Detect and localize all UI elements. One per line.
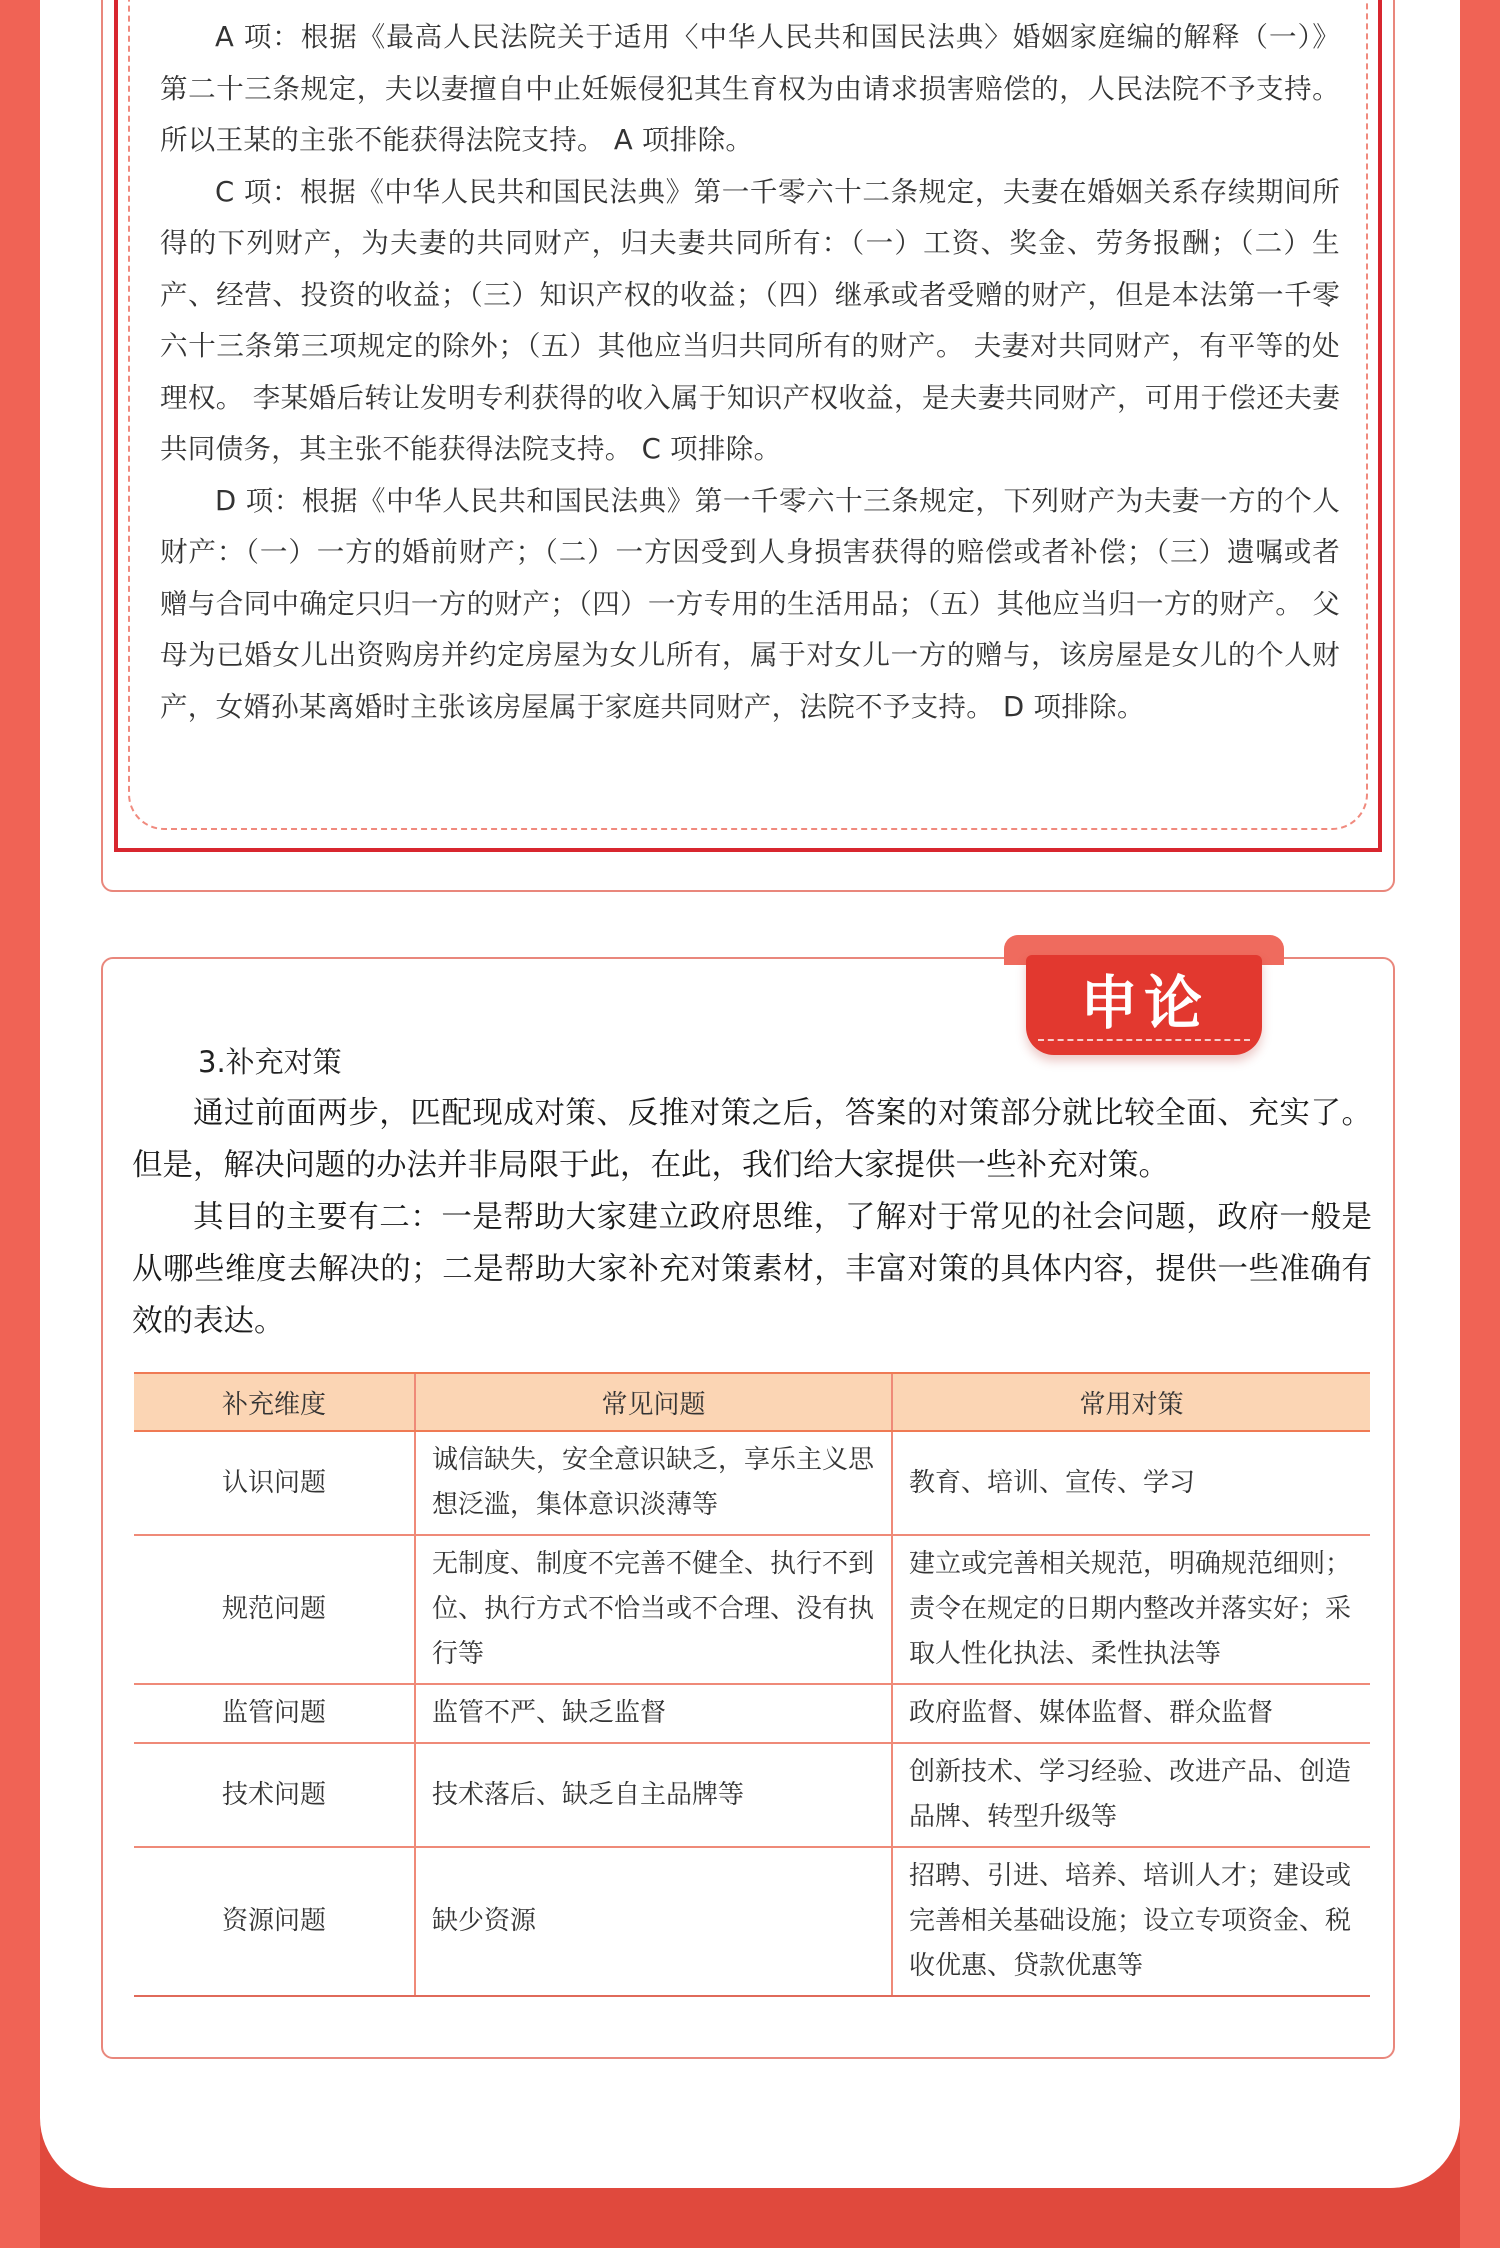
option-d-paragraph: D 项：根据《中华人民共和国民法典》第一千零六十三条规定，下列财产为夫妻一方的个人财产：（一）一方的婚前财产；（二）一方因受到人身损害获得的赔偿或者补偿；（三）遗嘱或者赠与合同中确定只归一方的财产；（四）一方专用的生活用品；（五）其他应当归一方的财产。 父母为已婚女儿出资购房并约定房屋为女儿所有，属于对女儿一方的赠与，该房屋是女儿的个人财产，女婿孙某离婚时主张该房屋属于家庭共同财产，法院不予支持。 D 项排除。: [160, 484, 1340, 723]
option-a-paragraph: A 项：根据《最高人民法院关于适用〈中华人民共和国民法典〉婚姻家庭编的解释（一）》第二十三条规定，夫以妻擅自中止妊娠侵犯其生育权为由请求损害赔偿的，人民法院不予支持。 所以王某的主张不能获得法院支持。 A 项排除。: [160, 21, 1340, 156]
row-dimension: 技术问题: [134, 1743, 415, 1847]
header-dimension: 补充维度: [134, 1373, 415, 1431]
row-problems: 无制度、制度不完善不健全、执行不到位、执行方式不恰当或不合理、没有执行等: [415, 1535, 892, 1684]
option-c-paragraph: C 项：根据《中华人民共和国民法典》第一千零六十二条规定，夫妻在婚姻关系存续期间所得的下列财产，为夫妻的共同财产，归夫妻共同所有：（一）工资、奖金、劳务报酬；（二）生产、经营、投资的收益；（三）知识产权的收益；（四）继承或者受赠的财产，但是本法第一千零六十三条第三项规定的除外；（五）其他应当归共同所有的财产。 夫妻对共同财产，有平等的处理权。 李某婚后转让发明专利获得的收入属于知识产权收益，是夫妻共同财产，可用于偿还夫妻共同债务，其主张不能获得法院支持。 C 项排除。: [160, 175, 1340, 465]
row-dimension: 认识问题: [134, 1431, 415, 1535]
countermeasure-table: [134, 1372, 1370, 1997]
header-common-problems: 常见问题: [415, 1373, 892, 1431]
row-problems: 技术落后、缺乏自主品牌等: [415, 1743, 892, 1847]
header-common-countermeasures: 常用对策: [892, 1373, 1370, 1431]
row-problems: 缺少资源: [415, 1847, 892, 1996]
intro-text: [132, 1088, 1372, 1348]
row-countermeasures: 招聘、引进、培养、培训人才；建设或完善相关基础设施；设立专项资金、税收优惠、贷款优惠等: [892, 1847, 1370, 1996]
row-dimension: 规范问题: [134, 1535, 415, 1684]
row-dimension: 监管问题: [134, 1684, 415, 1743]
section-title: 3.补充对策: [198, 1045, 342, 1079]
table-row: [134, 1743, 1370, 1847]
badge-label: 申论: [1079, 969, 1208, 1037]
row-countermeasures: 创新技术、学习经验、改进产品、创造品牌、转型升级等: [892, 1743, 1370, 1847]
table-row: [134, 1684, 1370, 1743]
row-problems: 诚信缺失，安全意识缺乏，享乐主义思想泛滥，集体意识淡薄等: [415, 1431, 892, 1535]
intro-paragraph-2: 其目的主要有二：一是帮助大家建立政府思维，了解对于常见的社会问题，政府一般是从哪些维度去解决的；二是帮助大家补充对策素材，丰富对策的具体内容，提供一些准确有效的表达。: [132, 1200, 1372, 1339]
row-countermeasures: 教育、培训、宣传、学习: [892, 1431, 1370, 1535]
right-side-band: [1460, 0, 1500, 2248]
left-side-band: [0, 0, 40, 2248]
table-row: [134, 1431, 1370, 1535]
explanation-text: [160, 12, 1340, 733]
intro-paragraph-1: 通过前面两步，匹配现成对策、反推对策之后，答案的对策部分就比较全面、充实了。但是，解决问题的办法并非局限于此，在此，我们给大家提供一些补充对策。: [132, 1096, 1372, 1183]
table-row: [134, 1847, 1370, 1996]
row-countermeasures: 政府监督、媒体监督、群众监督: [892, 1684, 1370, 1743]
row-countermeasures: 建立或完善相关规范，明确规范细则；责令在规定的日期内整改并落实好；采取人性化执法、柔性执法等: [892, 1535, 1370, 1684]
shenlun-badge: [1004, 935, 1284, 1075]
table-row: [134, 1535, 1370, 1684]
row-dimension: 资源问题: [134, 1847, 415, 1996]
row-problems: 监管不严、缺乏监督: [415, 1684, 892, 1743]
table-header-row: [134, 1373, 1370, 1431]
